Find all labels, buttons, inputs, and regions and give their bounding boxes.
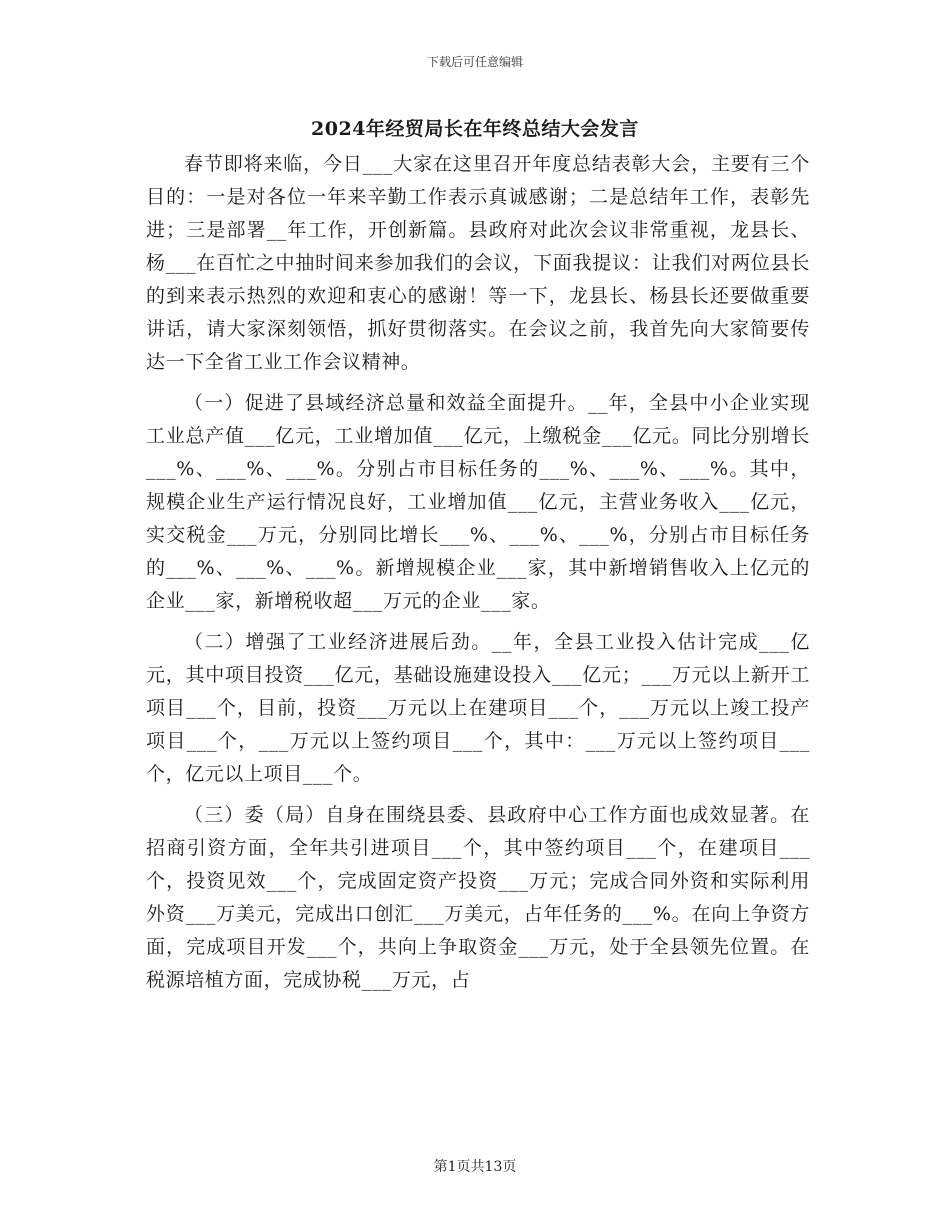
page-header-note: 下载后可任意编辑: [426, 55, 523, 69]
paragraph-section-1: （一）促进了县域经济总量和效益全面提升。__年，全县中小企业实现工业总产值___亿元，工业增加值___亿元，上缴税金___亿元。同比分别增长___%、___%、___%。分别占市目标任务的___%、___%、___%。其中，规模企业生产运行情况良好，工业增加值___亿元，主营业务收入___亿元，实交税金___万元，分别同比增长___%、___%、___%，分别占市目标任务的___%、___%、___%。新增规模企业___家，其中新增销售收入上亿元的企业___家，新增税收超___万元的企业___家。: [146, 392, 810, 612]
document-body: [146, 148, 810, 1005]
page-number: 第1页共13页: [433, 1159, 517, 1175]
paragraph-intro: 春节即将来临，今日___大家在这里召开年度总结表彰大会，主要有三个目的：一是对各位一年来辛勤工作表示真诚感谢；二是总结年工作，表彰先进；三是部署__年工作，开创新篇。县政府对此次会议非常重视，龙县长、杨___在百忙之中抽时间来参加我们的会议，下面我提议：让我们对两位县长的到来表示热烈的欢迎和衷心的感谢！等一下，龙县长、杨县长还要做重要讲话，请大家深刻领悟，抓好贯彻落实。在会议之前，我首先向大家简要传达一下全省工业工作会议精神。: [146, 153, 810, 373]
paragraph-section-3: （三）委（局）自身在围绕县委、县政府中心工作方面也成效显著。在招商引资方面，全年共引进项目___个，其中签约项目___个，在建项目___个，投资见效___个，完成固定资产投资___万元；完成合同外资和实际利用外资___万美元，完成出口创汇___万美元，占年任务的___%。在向上争资方面，完成项目开发___个，共向上争取资金___万元，处于全县领先位置。在税源培植方面，完成协税___万元，占: [146, 804, 810, 991]
document-title: 2024年经贸局长在年终总结大会发言: [311, 118, 639, 140]
paragraph-section-2: （二）增强了工业经济进展后劲。__年，全县工业投入估计完成___亿元，其中项目投资___亿元，基础设施建设投入___亿元；___万元以上新开工项目___个，目前，投资___万元以上在建项目___个，___万元以上竣工投产项目___个，___万元以上签约项目___个，其中：___万元以上签约项目___个，亿元以上项目___个。: [146, 631, 810, 785]
